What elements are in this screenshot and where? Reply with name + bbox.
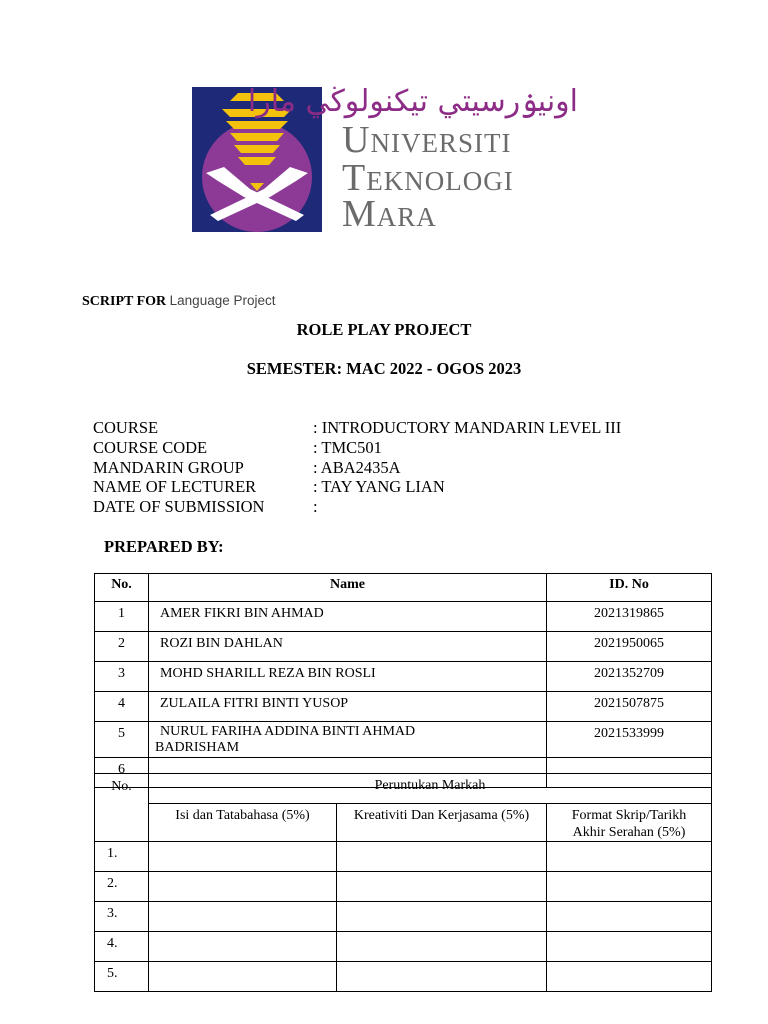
jawi-script-name: اونيۏرسيتي تيكنولوڬي مارا bbox=[247, 84, 578, 119]
info-row-course bbox=[93, 418, 713, 438]
table-row bbox=[95, 902, 712, 932]
member-id: 2021533999 bbox=[547, 722, 712, 758]
document-title: ROLE PLAY PROJECT bbox=[296, 320, 472, 339]
marks-row-no: 3. bbox=[95, 902, 149, 932]
marks-header-format-line2: Akhir Serahan (5%) bbox=[572, 825, 686, 840]
university-name-block bbox=[247, 84, 582, 235]
info-label: COURSE CODE bbox=[93, 437, 208, 457]
marks-cell bbox=[337, 962, 547, 992]
prepared-by-heading: PREPARED BY: bbox=[104, 537, 224, 556]
info-label: MANDARIN GROUP bbox=[93, 457, 244, 477]
member-id: 2021352709 bbox=[547, 662, 712, 692]
table-header-row bbox=[95, 574, 712, 602]
marks-header-creativity: Kreativiti Dan Kerjasama (5%) bbox=[337, 804, 547, 842]
member-no: 2 bbox=[95, 632, 149, 662]
marks-cell bbox=[149, 872, 337, 902]
member-name bbox=[149, 722, 547, 758]
info-value: : bbox=[313, 497, 318, 517]
member-name-line2: BADRISHAM bbox=[155, 740, 240, 755]
member-no: 6 bbox=[95, 758, 149, 788]
marks-row-no: 4. bbox=[95, 932, 149, 962]
info-row-mandarin-group bbox=[93, 458, 713, 478]
member-id: 2021507875 bbox=[547, 692, 712, 722]
marks-cell bbox=[547, 842, 712, 872]
member-id: 2021319865 bbox=[547, 602, 712, 632]
script-for-value: Language Project bbox=[169, 293, 276, 308]
table-row bbox=[95, 722, 712, 758]
table-row bbox=[95, 602, 712, 632]
script-for-line bbox=[82, 293, 276, 310]
marks-header-content: Isi dan Tatabahasa (5%) bbox=[149, 804, 337, 842]
marks-cell bbox=[547, 902, 712, 932]
info-label: COURSE bbox=[93, 418, 159, 437]
marks-cell bbox=[547, 962, 712, 992]
info-value: : TMC501 bbox=[313, 437, 382, 457]
marks-header-format bbox=[547, 804, 712, 842]
info-row-course-code bbox=[93, 438, 713, 458]
marks-header-row bbox=[95, 774, 712, 804]
table-row bbox=[95, 632, 712, 662]
members-table bbox=[94, 573, 712, 788]
marks-header-format-line1: Format Skrip/Tarikh bbox=[571, 808, 687, 823]
marks-header-no: No. bbox=[95, 774, 149, 842]
marks-cell bbox=[547, 872, 712, 902]
member-name: MOHD SHARILL REZA BIN ROSLI bbox=[149, 662, 547, 692]
member-name: AMER FIKRI BIN AHMAD bbox=[149, 602, 547, 632]
marks-subheader-row bbox=[95, 804, 712, 842]
column-header-no: No. bbox=[95, 574, 149, 602]
marks-cell bbox=[149, 962, 337, 992]
marks-cell bbox=[337, 932, 547, 962]
marks-cell bbox=[149, 902, 337, 932]
info-value: : TAY YANG LIAN bbox=[313, 477, 445, 497]
marks-cell bbox=[337, 872, 547, 902]
table-row bbox=[95, 872, 712, 902]
info-label: NAME OF LECTURER bbox=[93, 477, 257, 497]
table-row bbox=[95, 662, 712, 692]
member-name: ROZI BIN DAHLAN bbox=[149, 632, 547, 662]
member-no: 4 bbox=[95, 692, 149, 722]
marks-cell bbox=[149, 842, 337, 872]
table-row bbox=[95, 932, 712, 962]
member-no: 1 bbox=[95, 602, 149, 632]
university-name-line2: TEKNOLOGI bbox=[342, 157, 514, 199]
marks-cell bbox=[149, 932, 337, 962]
member-no: 3 bbox=[95, 662, 149, 692]
table-row bbox=[95, 842, 712, 872]
marks-row-no: 2. bbox=[95, 872, 149, 902]
info-row-lecturer bbox=[93, 477, 713, 497]
member-name: ZULAILA FITRI BINTI YUSOP bbox=[149, 692, 547, 722]
member-id: 2021950065 bbox=[547, 632, 712, 662]
script-for-label: SCRIPT FOR bbox=[82, 294, 170, 309]
member-no: 5 bbox=[95, 722, 149, 758]
marks-row-no: 5. bbox=[95, 962, 149, 992]
info-value: : INTRODUCTORY MANDARIN LEVEL III bbox=[313, 418, 622, 437]
info-row-submission-date bbox=[93, 497, 713, 517]
member-name-line1: NURUL FARIHA ADDINA BINTI AHMAD bbox=[160, 724, 416, 739]
university-name-line3: MARA bbox=[342, 193, 437, 235]
table-row bbox=[95, 692, 712, 722]
course-info bbox=[93, 418, 713, 517]
info-value: : ABA2435A bbox=[313, 457, 401, 477]
info-label: DATE OF SUBMISSION bbox=[93, 497, 265, 517]
marks-table bbox=[94, 773, 712, 992]
column-header-id: ID. No bbox=[547, 574, 712, 602]
marks-cell bbox=[547, 932, 712, 962]
marks-cell bbox=[337, 842, 547, 872]
column-header-name: Name bbox=[149, 574, 547, 602]
marks-row-no: 1. bbox=[95, 842, 149, 872]
marks-group-header: Peruntukan Markah bbox=[149, 774, 712, 804]
semester-heading: SEMESTER: MAC 2022 - OGOS 2023 bbox=[246, 359, 522, 378]
university-name-line1: UNIVERSITI bbox=[342, 119, 512, 161]
table-row bbox=[95, 962, 712, 992]
marks-cell bbox=[337, 902, 547, 932]
